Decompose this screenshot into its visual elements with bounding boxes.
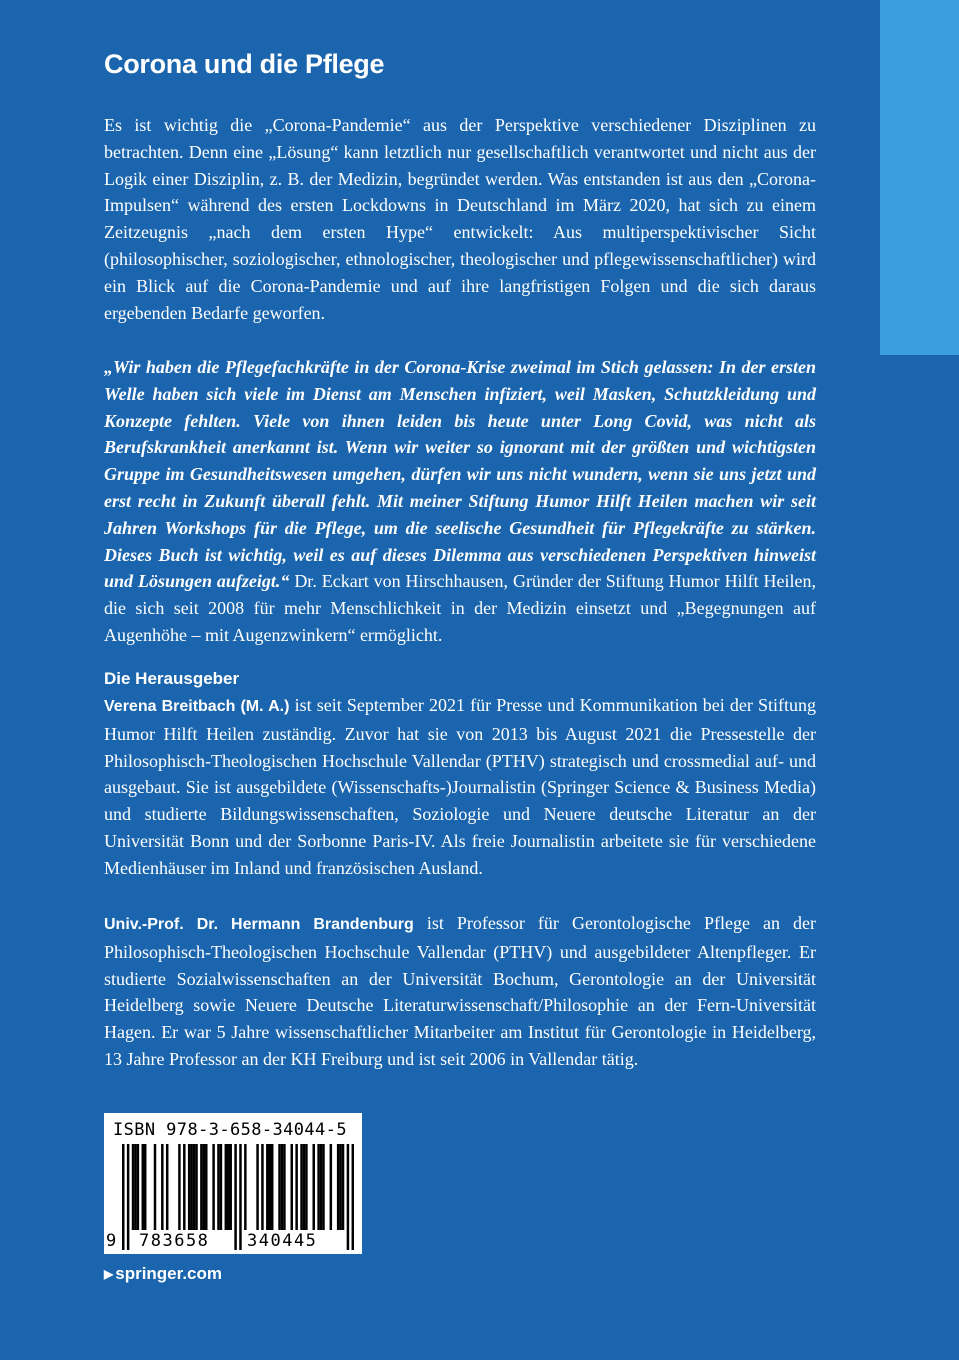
ean-digits	[104, 1113, 362, 1254]
editors-heading: Die Herausgeber	[104, 669, 240, 688]
ean-left-group: 783658	[139, 1231, 210, 1251]
editor-bio-text: ist Professor für Gerontologische Pflege an der Philosophisch-Theologischen Hochschule Vallendar (PTHV) und ausgebildeter Altenpfleger. Er studierte Sozialwissenschaften an der Universität Bochum, Gerontologie an der Universität Heidelberg sowie Neuere Deutsche Literaturwissenschaft/Philosophie an der Fern-Universität Hagen. Er war 5 Jahre wissenschaftlicher Mitarbeiter am Institut für Gerontologie in Heidelberg, 13 Jahre Professor an der KH Freiburg und ist seit 2006 in Vallendar tätig.	[104, 913, 816, 1069]
arrow-right-icon: ▶	[104, 1267, 114, 1281]
endorsement-quote	[104, 354, 816, 649]
editor-bio-breitbach	[104, 692, 816, 882]
ean-right-group: 340445	[247, 1231, 318, 1251]
book-title: Corona und die Pflege	[104, 49, 385, 79]
editor-bio-text: ist seit September 2021 für Presse und Kommunikation bei der Stiftung Humor Hilft Heilen zuständig. Zuvor hat sie von 2013 bis August 2021 die Pressestelle der Philosophisch-Theologischen Hochschule Vallendar (PTHV) strategisch und crossmedial auf- und ausgebaut. Sie ist ausgebildete (Wissenschafts-)Journalistin (Springer Science & Business Media) und studierte Bildungswissenschaften, Soziologie und Neuere deutsche Literatur an der Universität Bonn und der Sorbonne Paris-IV. Als freie Journalistin arbeitete sie für verschiedene Medienhäuser im Inland und französischen Ausland.	[104, 695, 817, 878]
intro-paragraph: Es ist wichtig die „Corona-Pandemie“ aus der Perspektive verschiedener Disziplinen zu betrachten. Denn eine „Lösung“ kann letztlich nur gesellschaftlich verantwortet und nicht aus der Logik einer Disziplin, z. B. der Medizin, begründet werden. Was entstanden ist aus den „Corona-Impulsen“ während des ersten Lockdowns in Deutschland im März 2020, hat sich zu einem Zeitzeugnis „nach dem ersten Hype“ entwickelt: Aus multiperspektivischer Sicht (philosophischer, soziologischer, ethnologischer, theologischer und pflegewissenschaftlicher) wird ein Blick auf die Corona-Pandemie und auf ihre langfristigen Folgen und die sich daraus ergebenden Bedarfe geworfen.	[104, 115, 816, 323]
accent-tab	[880, 0, 959, 355]
editor-name: Verena Breitbach (M. A.)	[104, 698, 290, 715]
springer-link[interactable]	[104, 1262, 222, 1287]
ean-lead-digit: 9	[106, 1231, 117, 1251]
quote-text: „Wir haben die Pflegefachkräfte in der Corona-Krise zweimal im Stich gelassen: In der ersten Welle haben sich viele im Dienst am Menschen infiziert, weil Masken, Schutzkleidung und Konzepte fehlten. Viele von ihnen leiden bis heute unter Long Covid, was nicht als Berufskrankheit anerkannt ist. Wenn wir weiter so ignorant mit der größten und wichtigsten Gruppe im Gesundheitswesen umgehen, dürfen wir uns nicht wundern, wenn sie uns jetzt und erst recht in Zukunft überall fehlt. Mit meiner Stiftung Humor Hilft Heilen machen wir seit Jahren Workshops für die Pflege, um die seelische Gesundheit für Pflegekräfte zu stärken. Dieses Buch ist wichtig, weil es auf dieses Dilemma aus verschiedenen Perspektiven hinweist und Lösungen aufzeigt.“	[104, 357, 816, 592]
editor-bio-brandenburg	[104, 910, 816, 1073]
isbn-label: ISBN 978-3-658-34044-5	[113, 1120, 347, 1140]
springer-link-text: springer.com	[115, 1264, 222, 1283]
isbn-barcode	[104, 1113, 362, 1254]
editor-name: Univ.-Prof. Dr. Hermann Brandenburg	[104, 916, 414, 933]
quote-attribution: Dr. Eckart von Hirschhausen, Gründer der Stiftung Humor Hilft Heilen, die sich seit 2008 für mehr Menschlichkeit in der Medizin einsetzt und „Begegnungen auf Augenhöhe – mit Augenzwinkern“ ermöglicht.	[104, 571, 816, 645]
